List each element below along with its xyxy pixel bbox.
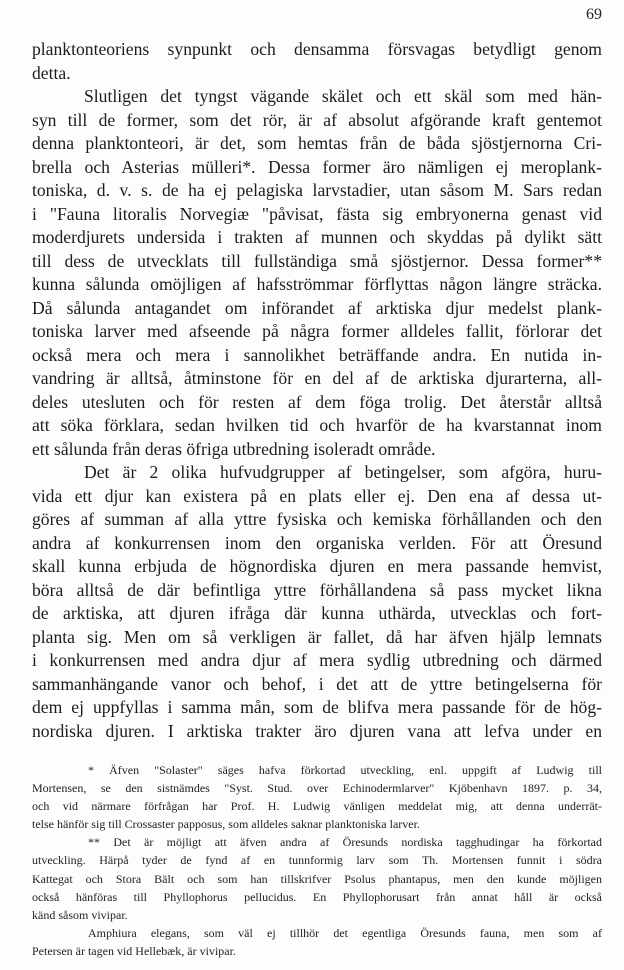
footnote-line: och vid närmare förfrågan har Prof. H. Ludwig vänligen meddelat mig, att denna underrät- (32, 799, 602, 814)
text-line: skall kunna erbjuda de högnordiska djuren en mera passande hemvist, (32, 556, 602, 576)
text-line: brella och Asterias mülleri*. Dessa former äro nämligen ej meroplank- (32, 156, 602, 177)
text-line: dem ej uppfyllas i samma mån, som de blifva mera passande för de hög- (32, 697, 602, 717)
text-line: göres af summan af alla yttre fysiska och kemiska förhållanden och den (32, 509, 602, 529)
text-line: vida ett djur kan existera på en plats eller ej. Den ena af dessa ut- (32, 485, 602, 506)
text-line: sammanhängande vanor och behof, i det att de yttre betingelserna för (32, 673, 602, 694)
text-line: i konkurrensen med andra djur af mera sydlig utbredning och därmed (32, 650, 602, 670)
text-line: planktonteoriens synpunkt och densamma försvagas betydligt genom (32, 39, 602, 59)
text-line: nordiska djuren. I arktiska trakter äro djuren vana att lefva under en (32, 720, 602, 741)
footnote-line: telse hänför sig till Crossaster papposus, som alldeles saknar planktoniska larver. (32, 817, 420, 832)
text-line: Slutligen det tyngst vägande skälet och ett skäl som med hän- (84, 86, 602, 106)
footnote-line: Mortensen, se den sistnämdes "Syst. Stud. over Echinodermlarver" Kjöbenhavn 1897. p. 34, (32, 781, 602, 796)
text-line: detta. (32, 62, 71, 83)
text-line: planta sig. Men om så verkligen är fallet, då har äfven hjälp lemnats (32, 626, 602, 647)
paragraph-slutligen (32, 85, 602, 461)
footnote-amphiura (32, 924, 602, 960)
text-line: vandring är alltså, åtminstone för en del af de arktiska djurarterna, all- (32, 368, 602, 388)
paragraph-betingelser (32, 461, 602, 743)
paragraph-continuation (32, 38, 602, 85)
footnote-line: också hänföras till Phyllophorus pellucidus. En Phyllophorusart från annat håll är också (32, 889, 602, 904)
text-line: kunna sålunda omöjligen af hafsströmmar förflyttas någon längre sträcka. (32, 274, 602, 294)
text-line: deles utesluten och för resten af dem föga trolig. Det återstår alltså (32, 391, 602, 412)
footnote-line: * Äfven "Solaster" säges hafva förkortad utveckling, enl. uppgift af Ludwig till (88, 763, 602, 777)
text-line: ett sålunda från deras öfriga utbredning isoleradt område. (32, 438, 436, 459)
text-line: toniska, d. v. s. de ha ej pelagiska larvstadier, utan såsom M. Sars redan (32, 180, 602, 200)
footnote-line: Petersen är tagen vid Hellebæk, är vivipar. (32, 943, 236, 958)
text-line: andra af konkurrensen inom den organiska verlden. För att Öresund (32, 532, 602, 553)
text-line: att söka förklara, sedan hvilken tid och hvarför de ha kvarstannat inom (32, 415, 602, 435)
footnote-line: Amphiura elegans, som väl ej tillhör det egentliga Öresunds fauna, men som af (88, 925, 602, 940)
text-line: också mera och mera i sannolikhet beträffande andra. En nutida in- (32, 344, 602, 365)
text-line: toniska larver med afseende på några former alldeles fallit, förlorar det (32, 321, 602, 341)
footnote-tagghudingar (32, 833, 602, 923)
text-line: de arktiska, att djuren ifråga där kunna uthärda, utvecklas och fort- (32, 603, 602, 623)
text-line: moderdjurets undersida i trakten af munnen och skyddas på dylikt sätt (32, 227, 602, 247)
text-line: Det är 2 olika hufvudgrupper af betingelser, som afgöra, huru- (84, 462, 602, 482)
text-line: böra alltså de där befintliga yttre förhållandena så pass mycket likna (32, 579, 602, 600)
footnote-line: Kattegat och Stora Bält och som han tillskrifver Psolus phantapus, men den kunde möjligen (32, 871, 602, 886)
footnote-solaster (32, 761, 602, 833)
footnote-line: ** Det är möjligt att äfven andra af Öresunds nordiska tagghudingar ha förkortad (88, 835, 602, 850)
text-line: syn till de former, som det rör, är af absolut afgörande kraft gentemot (32, 109, 602, 130)
text-line: denna planktonteori, är det, som hemtas från de båda sjöstjernorna Cri- (32, 133, 602, 153)
text-line: till dess de utvecklats till fullständiga små sjöstjernor. Dessa former** (32, 250, 602, 271)
text-line: Då sålunda antagandet om införandet af arktiska djur medelst plank- (32, 297, 602, 318)
footnotes (32, 761, 602, 960)
footnote-line: utveckling. Härpå tyder de fynd af en tunnformig larv som Th. Mortensen funnit i södra (32, 853, 602, 868)
text-line: i "Fauna litoralis Norvegiæ "påvisat, fästa sig embryonerna genast vid (32, 203, 602, 224)
main-text (32, 38, 602, 743)
footnote-line: känd såsom vivipar. (32, 907, 128, 922)
page-number: 69 (586, 6, 602, 23)
